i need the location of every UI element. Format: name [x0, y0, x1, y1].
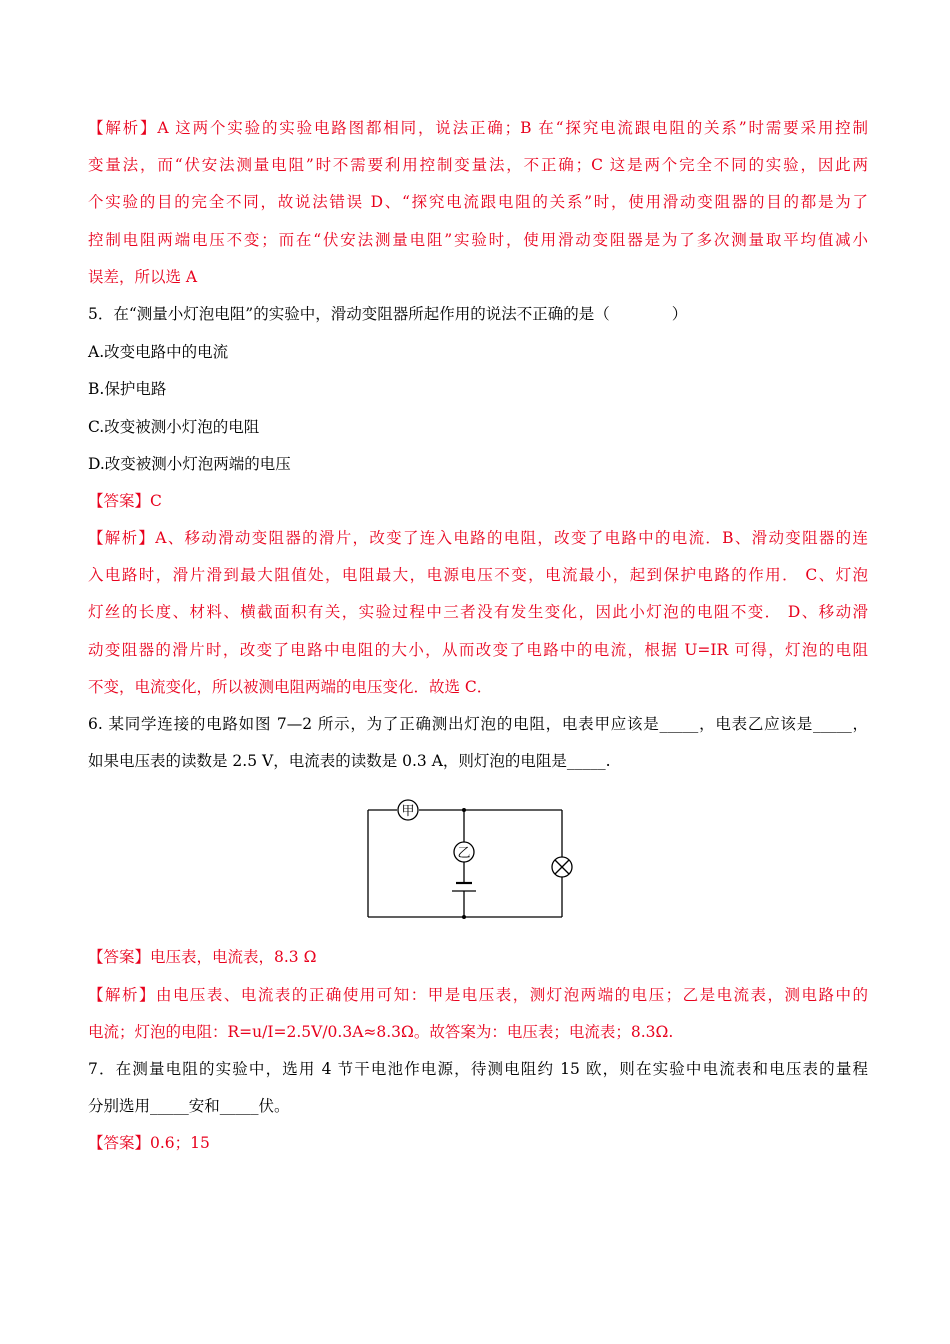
- answer-text: 电压表，电流表，8.3 Ω: [150, 948, 317, 966]
- analysis-tag: 【解析】: [88, 529, 156, 547]
- answer-text: C: [150, 492, 162, 510]
- q6-analysis-line-1: [88, 985, 868, 1005]
- junction-bottom: [462, 915, 466, 919]
- analysis-text: A 这两个实验的实验电路图都相同，说法正确；B 在“探究电流跟电阻的关系”时需要采用控制: [157, 119, 868, 137]
- circuit-diagram: [360, 795, 580, 925]
- q5-analysis-line-3: 灯丝的长度、材料、横截面积有关，实验过程中三者没有发生变化，因此小灯泡的电阻不变． D、移动滑: [88, 603, 868, 621]
- analysis-text: 由电压表、电流表的正确使用可知：甲是电压表，测灯泡两端的电压；乙是电流表，测电路中的: [155, 986, 868, 1004]
- analysis-line-2: 变量法，而“伏安法测量电阻”时不需要利用控制变量法，不正确；C 这是两个完全不同的实验，因此两: [88, 156, 868, 174]
- q5-answer: [88, 491, 868, 511]
- answer-tag: 【答案】: [88, 492, 151, 510]
- q7-stem-line-2: 分别选用_____安和_____伏。: [88, 1097, 290, 1115]
- q6-answer: [88, 947, 868, 967]
- q6-stem-line-2: 如果电压表的读数是 2.5 V，电流表的读数是 0.3 A，则灯泡的电阻是_____.: [88, 752, 611, 770]
- q7-stem-line-1: 7．在测量电阻的实验中，选用 4 节干电池作电源，待测电阻约 15 欧，则在实验中电流表和电压表的量程: [88, 1060, 868, 1078]
- analysis-line-3: 个实验的目的完全不同，故说法错误 D、“探究电流跟电阻的关系”时，使用滑动变阻器的目的都是为了: [88, 193, 868, 211]
- q5-option-c: C.改变被测小灯泡的电阻: [88, 418, 260, 436]
- junction-top: [462, 808, 466, 812]
- analysis-line-1: [88, 118, 868, 138]
- q6-stem-line-1: 6. 某同学连接的电路如图 7—2 所示，为了正确测出灯泡的电阻，电表甲应该是_____，电表乙应该是_____，: [88, 715, 868, 733]
- q5-option-d: D.改变被测小灯泡两端的电压: [88, 455, 291, 473]
- q5-option-b: B.保护电路: [88, 380, 167, 398]
- meter-jia-label: 甲: [401, 804, 415, 819]
- analysis-tag: 【解析】: [88, 986, 156, 1004]
- q5-stem: 5．在“测量小灯泡电阻”的实验中，滑动变阻器所起作用的说法不正确的是（ ）: [88, 305, 688, 323]
- answer-text: 0.6；15: [150, 1134, 210, 1152]
- meter-yi-label: 乙: [457, 846, 471, 861]
- q5-analysis-line-2: 入电路时，滑片滑到最大阻值处，电阻最大，电源电压不变，电流最小，起到保护电路的作用． C、灯泡: [88, 566, 868, 584]
- q5-analysis-line-1: [88, 528, 868, 548]
- answer-tag: 【答案】: [88, 1134, 151, 1152]
- q7-answer: [88, 1133, 868, 1153]
- analysis-line-5: 误差，所以选 A: [88, 268, 198, 286]
- q5-analysis-line-4: 动变阻器的滑片时，改变了电路中电阻的大小，从而改变了电路中的电流，根据 U=IR 可得，灯泡的电阻: [88, 641, 868, 659]
- analysis-text: A、移动滑动变阻器的滑片，改变了连入电路的电阻，改变了电路中的电流．B、滑动变阻器的连: [155, 529, 868, 547]
- q6-analysis-line-2: 电流；灯泡的电阻：R=u/I=2.5V/0.3A≈8.3Ω。故答案为：电压表；电流表；8.3Ω.: [88, 1023, 674, 1041]
- q5-option-a: A.改变电路中的电流: [88, 343, 229, 361]
- analysis-line-4: 控制电阻两端电压不变；而在“伏安法测量电阻”实验时，使用滑动变阻器是为了多次测量取平均值减小: [88, 231, 868, 249]
- answer-tag: 【答案】: [88, 948, 151, 966]
- analysis-tag: 【解析】: [88, 119, 158, 137]
- q5-analysis-line-5: 不变，电流变化，所以被测电阻两端的电压变化．故选 C．: [88, 678, 493, 696]
